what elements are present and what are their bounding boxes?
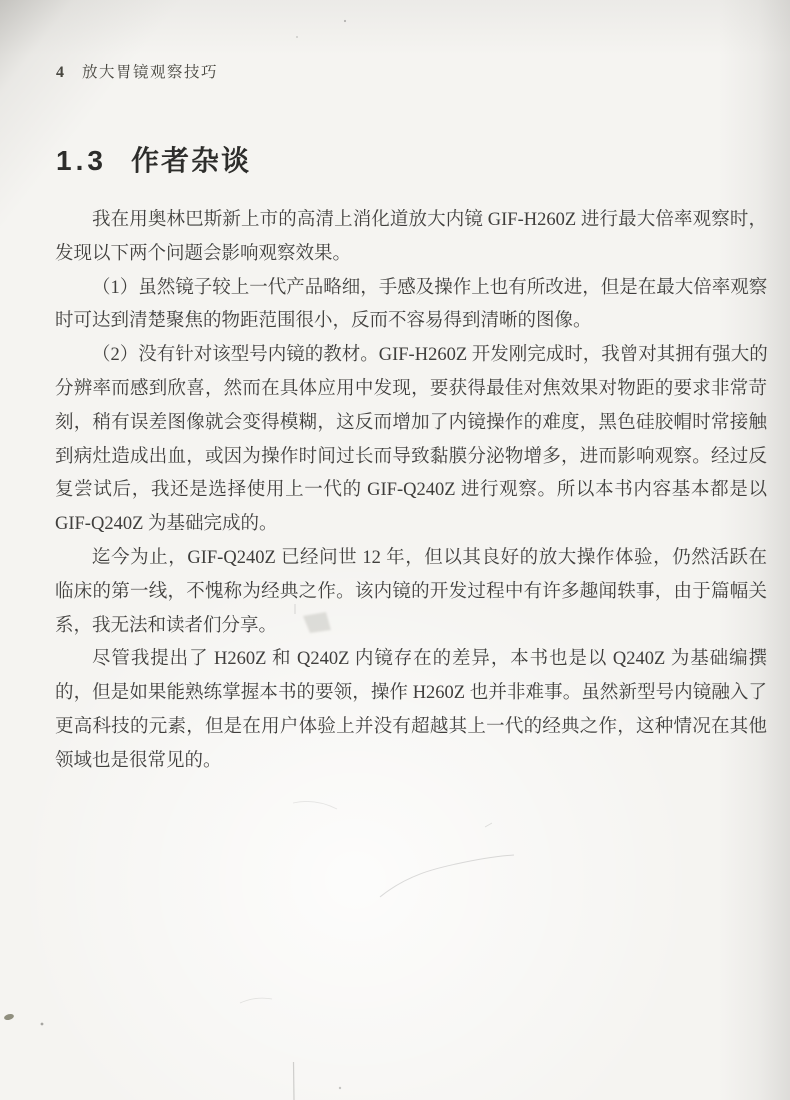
body-line: 迄今为止，GIF-Q240Z 已经问世 12 年，但以其良好的放大操作体验，仍然活跃在 [92,547,767,568]
scratch-mark [293,801,337,809]
body-line: 更高科技的元素，但是在用户体验上并没有超越其上一代的经典之作，这种情况在其他 [55,716,767,737]
section-number: 1.3 [56,145,107,176]
ink-speck [344,20,346,22]
section-title: 作者杂谈 [130,145,251,176]
body-line: 分辨率而感到欣喜，然而在具体应用中发现，要获得最佳对焦效果对物距的要求非常苛 [55,378,767,399]
body-line: 到病灶造成出血，或因为操作时间过长而导致黏膜分泌物增多，进而影响观察。经过反 [55,446,767,467]
crease-line [294,1062,295,1100]
scratch-mark [380,855,514,897]
body-line: GIF-Q240Z 为基础完成的。 [55,514,278,535]
body-line: 我在用奥林巴斯新上市的高清上消化道放大内镜 GIF-H260Z 进行最大倍率观察时， [92,210,767,230]
body-line: （2）没有针对该型号内镜的教材。GIF-H260Z 开发刚完成时，我曾对其拥有强大的 [92,345,768,366]
section-heading [56,139,251,179]
body-text [55,204,767,779]
body-line: 发现以下两个问题会影响观察效果。 [55,243,352,264]
ink-speck [296,36,298,38]
body-line: 时可达到清楚聚焦的物距范围很小，反而不容易得到清晰的图像。 [55,311,592,332]
body-line: （1）虽然镜子较上一代产品略细，手感及操作上也有所改进，但是在最大倍率观察 [92,277,768,298]
body-line: 临床的第一线，不愧称为经典之作。该内镜的开发过程中有许多趣闻轶事，由于篇幅关 [55,581,767,602]
body-line: 尽管我提出了 H260Z 和 Q240Z 内镜存在的差异，本书也是以 Q240Z 为基础编撰 [92,649,767,670]
page-number: 4 [56,64,64,81]
ink-speck [3,1013,14,1021]
ink-speck [339,1087,341,1089]
body-line: 系，我无法和读者们分享。 [55,615,278,636]
body-line: 复尝试后，我还是选择使用上一代的 GIF-Q240Z 进行观察。所以本书内容基本都是以 [55,480,767,501]
scratch-mark [485,823,492,827]
scratch-mark [240,998,272,1003]
body-line: 领域也是很常见的。 [55,750,222,771]
page-header [56,60,218,82]
body-line: 刻，稍有误差图像就会变得模糊，这反而增加了内镜操作的难度，黑色硅胶帽时常接触 [55,412,767,433]
ink-speck [41,1023,44,1026]
body-line: 的，但是如果能熟练掌握本书的要领，操作 H260Z 也并非难事。虽然新型号内镜融入了 [55,683,767,704]
running-title: 放大胃镜观察技巧 [82,64,219,81]
